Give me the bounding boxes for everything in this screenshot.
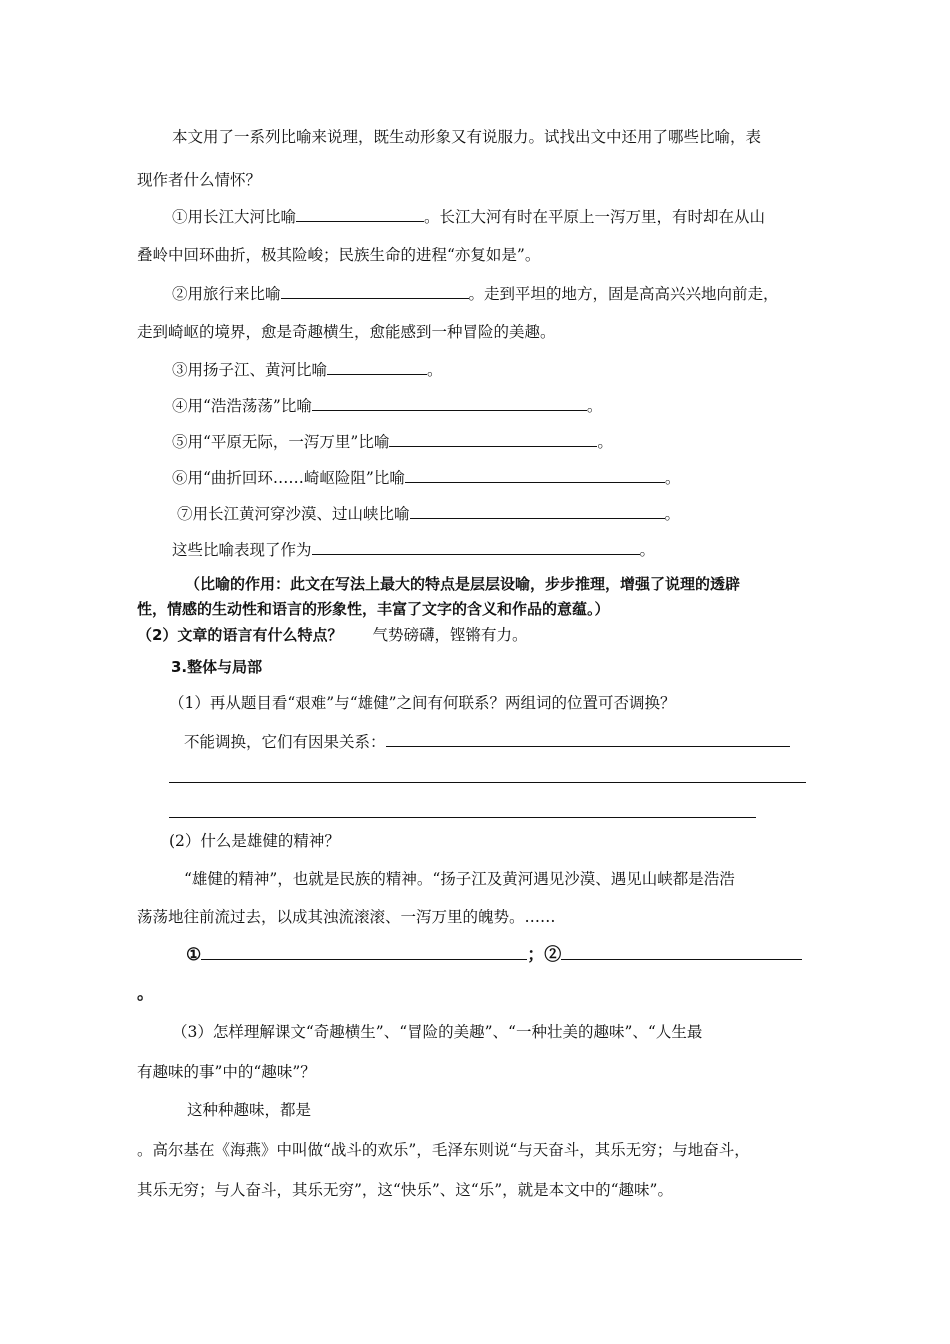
- language-question: [137, 625, 527, 645]
- answer-slots: [186, 944, 802, 965]
- section-heading: 3.整体与局部: [171, 658, 263, 676]
- question-2-line-1: “雄健的精神”，也就是民族的精神。“扬子江及黄河遇见沙漠、遇见山峡都是浩浩: [184, 870, 735, 888]
- item-text: 。: [427, 361, 443, 379]
- question-text: （2）文章的语言有什么特点？: [137, 626, 343, 644]
- metaphor-item-3: [172, 359, 443, 380]
- item-text: 。: [664, 469, 681, 487]
- question-1: （1）再从题目看“艰难”与“雄健”之间有何联系？两组词的位置可否调换？: [169, 694, 676, 712]
- item-label: ⑤用“平原无际，一泻万里”比喻: [172, 433, 390, 451]
- metaphor-item-1-cont: 叠岭中回环曲折，极其险峻；民族生命的进程“亦复如是”。: [137, 246, 541, 264]
- item-label: ①用长江大河比喻: [172, 208, 297, 226]
- note-line-2: 性，情感的生动性和语言的形象性，丰富了文字的含义和作品的意蕴。）: [137, 600, 610, 618]
- answer-blank[interactable]: [281, 283, 469, 299]
- metaphor-item-6: [172, 467, 680, 488]
- note-line-1: （比喻的作用：此文在写法上最大的特点是层层设喻，步步推理，增强了说理的透辟: [185, 575, 741, 593]
- answer-blank[interactable]: [327, 359, 427, 375]
- question-1-answer: [184, 731, 790, 752]
- question-2-line-2: 荡荡地往前流过去，以成其浊流滚滚、一泻万里的魄势。……: [137, 908, 556, 926]
- answer-text: 气势磅礴，铿锵有力。: [372, 626, 528, 644]
- answer-blank[interactable]: [312, 395, 587, 411]
- question-2: (2）什么是雄健的精神？: [169, 832, 340, 850]
- item-text: 。长江大河有时在平原上一泻万里，有时却在从山: [424, 208, 766, 226]
- intro-line-2: 现作者什么情怀？: [137, 171, 262, 189]
- question-3-line-1: （3）怎样理解课文“奇趣横生”、“冒险的美趣”、“一种壮美的趣味”、“人生最: [172, 1023, 703, 1041]
- answer-blank[interactable]: [312, 539, 640, 555]
- item-label: ②用旅行来比喻: [172, 285, 281, 303]
- item-label: ④用“浩浩荡荡”比喻: [172, 397, 312, 415]
- item-label: ⑥用“曲折回环……崎岖险阻”比喻: [172, 469, 405, 487]
- metaphor-summary: [172, 539, 655, 560]
- answer-blank[interactable]: [389, 431, 597, 447]
- question-3-line-4: 其乐无穷；与人奋斗，其乐无穷”，这“快乐”、这“乐”，就是本文中的“趣味”。: [137, 1181, 673, 1199]
- metaphor-item-5: [172, 431, 613, 452]
- answer-line[interactable]: [169, 817, 756, 818]
- answer-lead: 不能调换，它们有因果关系：: [184, 733, 386, 751]
- marker-2: ；②: [527, 945, 562, 965]
- answer-blank[interactable]: [410, 503, 665, 519]
- end-period: 。: [137, 984, 154, 1004]
- answer-blank[interactable]: [561, 944, 802, 960]
- item-label: ③用扬子江、黄河比喻: [172, 361, 328, 379]
- answer-blank[interactable]: [386, 731, 790, 747]
- question-3-line-2: 有趣味的事”中的“趣味”？: [137, 1063, 316, 1081]
- answer-blank[interactable]: [296, 206, 424, 222]
- intro-line-1: 本文用了一系列比喻来说理，既生动形象又有说服力。试找出文中还用了哪些比喻，表: [172, 128, 762, 146]
- marker-1: ①: [186, 945, 202, 965]
- metaphor-item-1: [172, 206, 765, 227]
- item-text: 。: [664, 505, 681, 523]
- item-text: 。: [639, 541, 656, 559]
- answer-blank[interactable]: [201, 944, 527, 960]
- metaphor-item-2-cont: 走到崎岖的境界，愈是奇趣横生，愈能感到一种冒险的美趣。: [137, 323, 556, 341]
- metaphor-item-4: [172, 395, 602, 416]
- metaphor-item-7: [177, 503, 680, 524]
- metaphor-item-2: [172, 283, 779, 304]
- answer-line[interactable]: [169, 782, 806, 783]
- item-label: 这些比喻表现了作为: [172, 541, 312, 559]
- item-text: 。走到平坦的地方，固是高高兴兴地向前走，: [468, 285, 779, 303]
- item-text: 。: [597, 433, 613, 451]
- item-label: ⑦用长江黄河穿沙漠、过山峡比喻: [177, 505, 410, 523]
- answer-blank[interactable]: [405, 467, 665, 483]
- question-3-answer: 这种种趣味，都是: [187, 1101, 312, 1119]
- question-3-line-3: 。高尔基在《海燕》中叫做“战斗的欢乐”，毛泽东则说“与天奋斗，其乐无穷；与地奋斗，: [137, 1141, 750, 1159]
- item-text: 。: [586, 397, 603, 415]
